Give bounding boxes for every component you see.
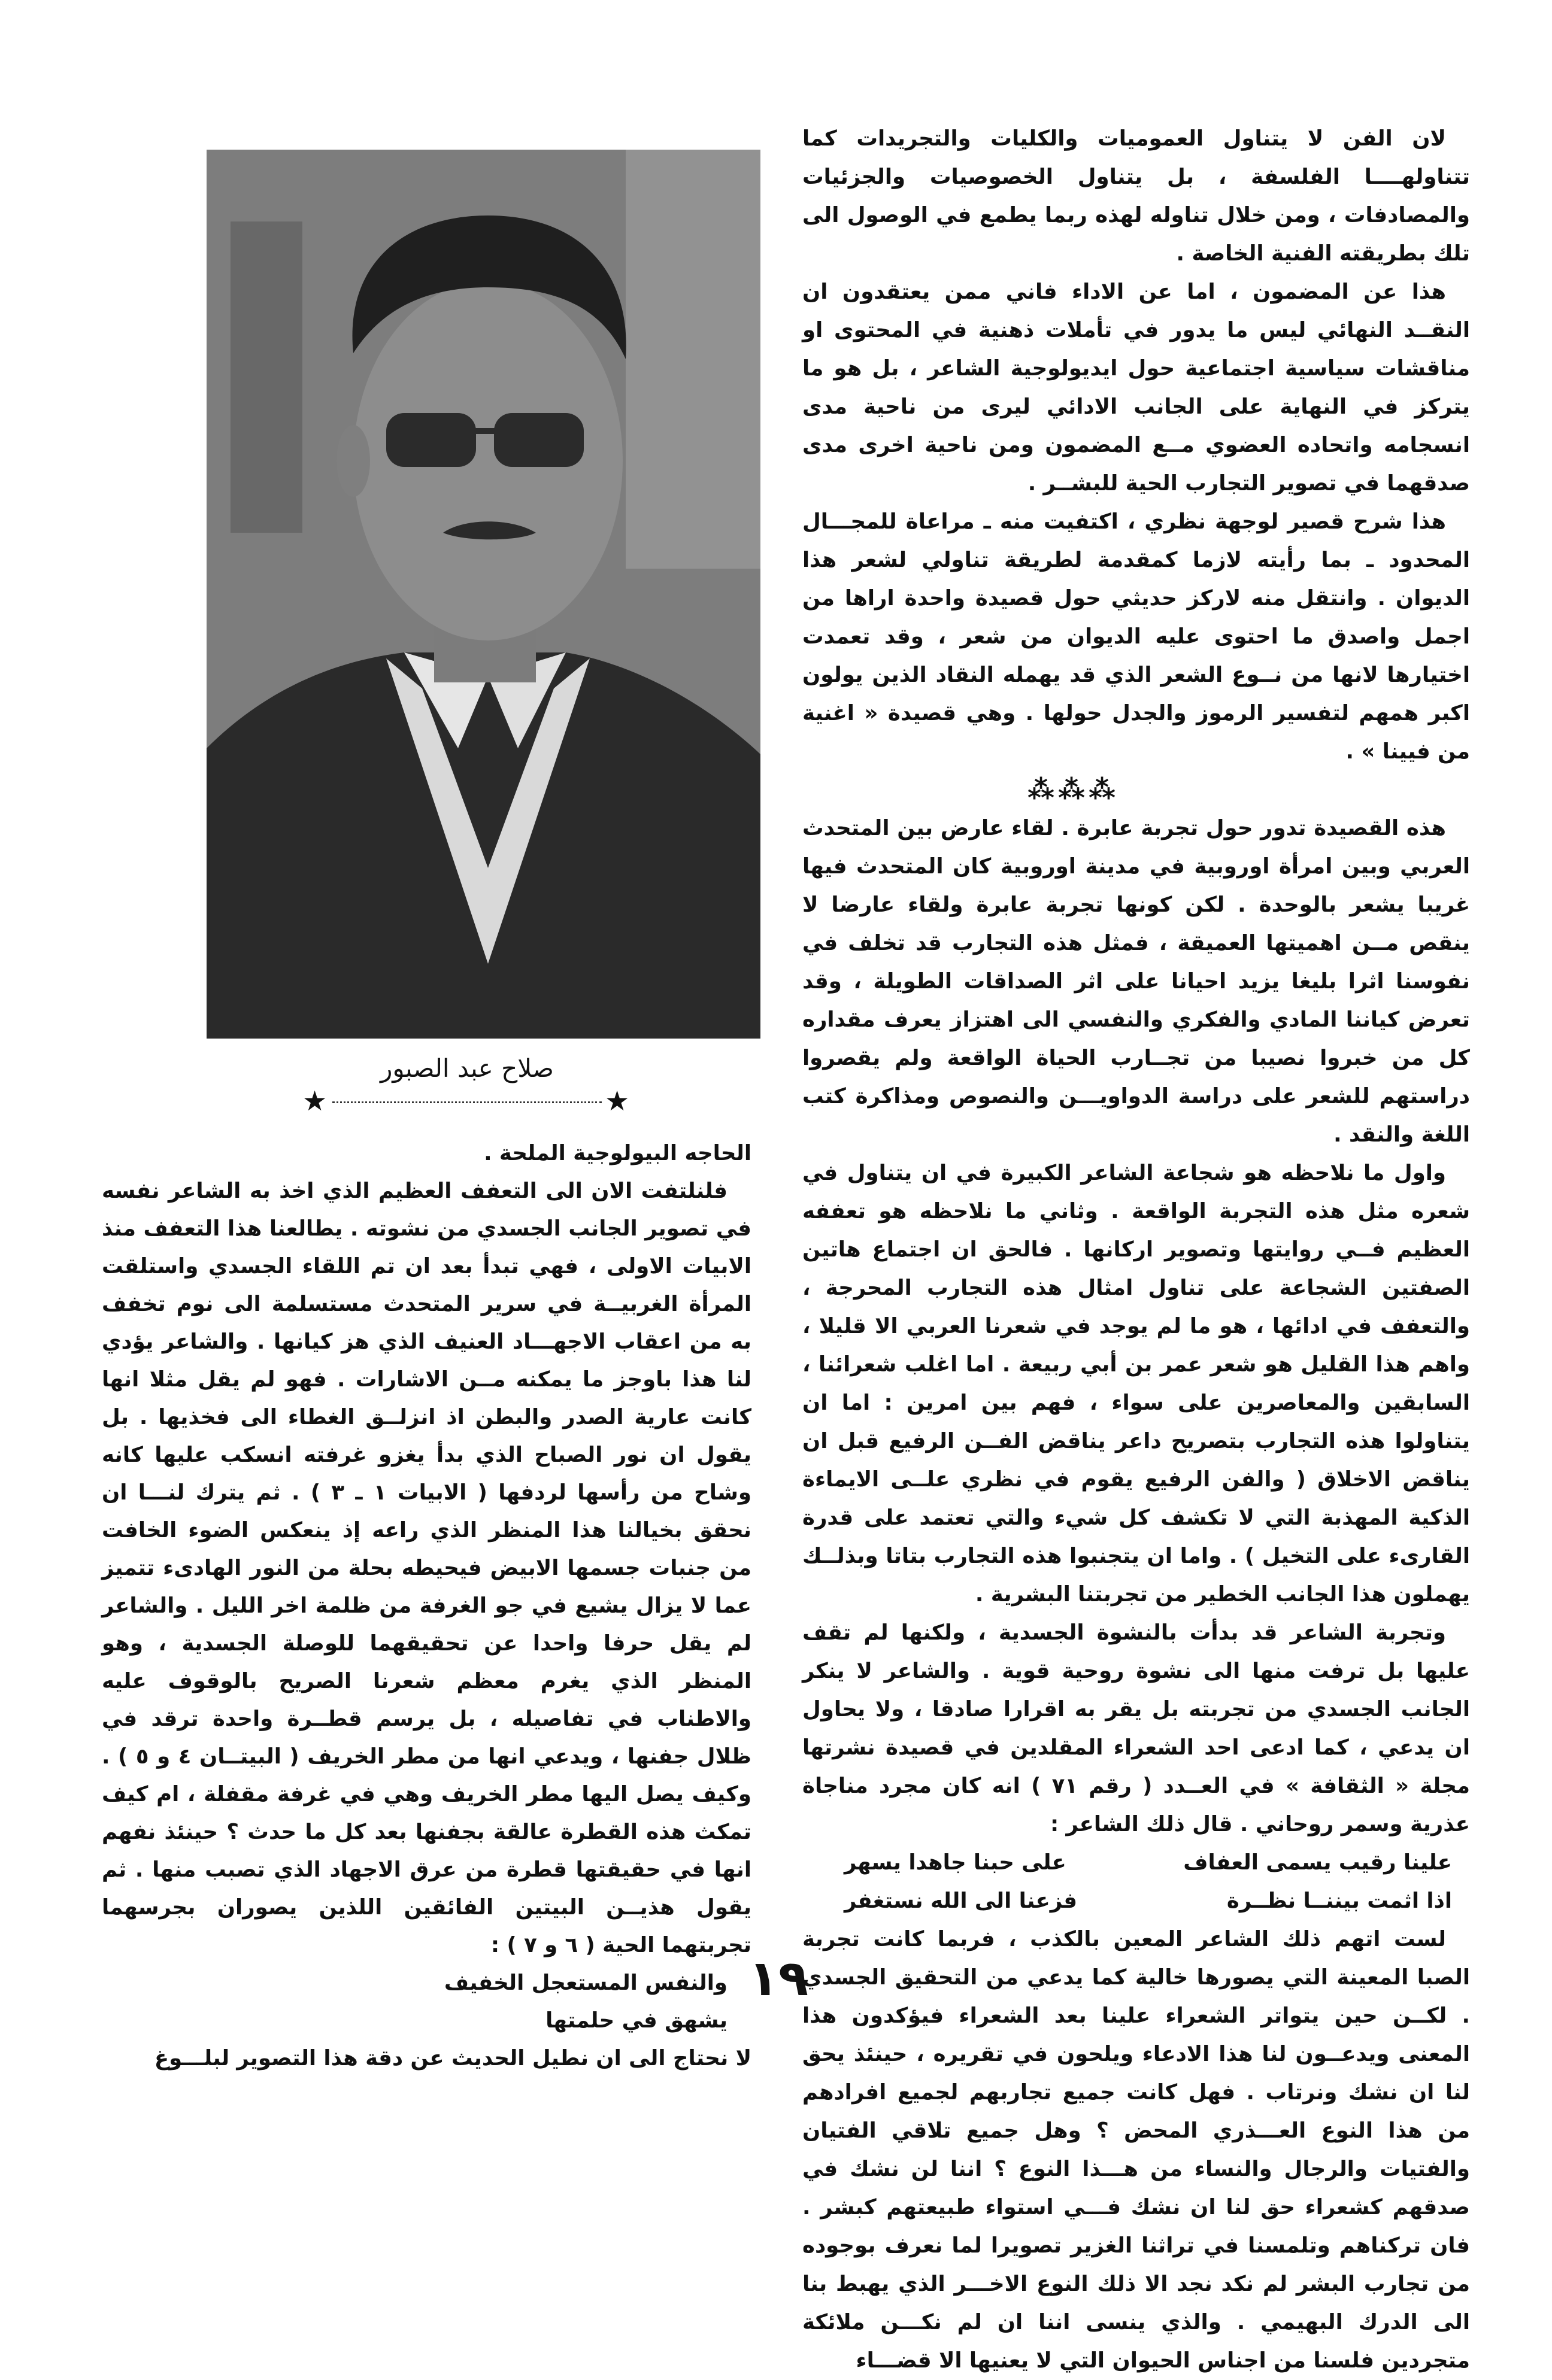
author-portrait-photo	[207, 150, 760, 1039]
caption-dotted-rule	[332, 1101, 602, 1103]
paragraph: لست اتهم ذلك الشاعر المعين بالكذب ، فربما كانت تجربة الصبا المعينة التي يصورها خالية كما يدعي من التحقيق الجسدي . لكــن حين يتواتر الشعراء علينا بعد الشعراء فيؤكدون هذا المعنى ويدعــون لنا هذا الادعاء ويلحون في تقريره ، حينئذ يحق لنا ان نشك ونرتاب . فهل كانت جميع تجاربهم لجميع افرادهم من هذا النوع العـــذري المحض ؟ وهل جميع تلاقي الفتيان والفتيات والرجال والنساء من هـــذا النوع ؟ اننا لن نشك في صدقهم كشعراء حق لنا ان نشك فـــي استواء طبيعتهم كبشر . فان تركناهم وتلمسنا في تراثنا الغزير تصويرا لما نعرف بوجوده من تجارب البشر لم نكد نجد الا ذلك النوع الاخـــر الذي يهبط بنا الى الدرك البهيمي . والذي ينسى اننا ان لم نكـــن ملائكة متجردين فلسنا من اجناس الحيوان التي لا يعنيها الا قضـــاء	[802, 1927, 1470, 2373]
portrait-illustration	[207, 150, 760, 1039]
verse-first-hemistich: اذا اثمت بيننــا نظــرة	[1226, 1889, 1452, 1913]
star-icon: ★	[605, 1085, 630, 1117]
quoted-poem-line: يشهق في حلمتها	[545, 2008, 728, 2033]
verse-second-hemistich: فزعنا الى الله نستغفر	[844, 1889, 1078, 1913]
verse-line	[802, 1844, 1470, 1882]
verse-line	[802, 1882, 1470, 1920]
paragraph: لا نحتاج الى ان نطيل الحديث عن دقة هذا التصوير لبلـــوغ	[154, 2046, 751, 2071]
quoted-poem-line: والنفس المستعجل الخفيف	[444, 1971, 728, 1995]
article-right-column	[802, 120, 1470, 2373]
verse-first-hemistich: علينا رقيب يسمى العفاف	[1183, 1850, 1452, 1875]
paragraph: هذا شرح قصير لوجهة نظري ، اكتفيت منه ـ مراعاة للمجـــال المحدود ـ بما رأيته لازما كمقدمة لطريقة تناولي لشعر هذا الديوان . وانتقل منه لاركز حديثي حول قصيدة واحدة اراها من اجمل واصدق ما احتوى عليه الديوان من شعر ، وقد تعمدت اختيارها لانها من نــوع الشعر الذي قد يهمله النقاد الذين يولون اكبر همهم لتفسير الرموز والجدل حولها . وهي قصيدة « اغنية من فيينا » .	[802, 509, 1470, 764]
paragraph: واول ما نلاحظه هو شجاعة الشاعر الكبيرة في ان يتناول في شعره مثل هذه التجربة الواقعة . وثاني ما نلاحظه هو تعففه العظيم فــي روايتها وتصوير اركانها . فالحق ان اجتماع هاتين الصفتين الشجاعة على تناول امثال هذه التجارب المحرجة ، والتعفف في ادائها ، هو ما لم يوجد في شعرنا العربي الا قليلا ، واهم هذا القليل هو شعر عمر بن أبي ربيعة . اما اغلب شعرائنا ، السابقين والمعاصرين على سواء ، فهم بين امرين : اما ان يتناولوا هذه التجارب بتصريح داعر يناقض الفــن الرفيع قبل ان يناقض الاخلاق ( والفن الرفيع يقوم في نظري علــى الايماءة الذكية المهذبة التي لا تكشف كل شيء والتي تعتمد على قدرة القارىء على التخيل ) . واما ان يتجنبوا هذه التجارب بتاتا وبذلــك يهملون هذا الجانب الخطير من تجربتنا البشرية .	[802, 1161, 1470, 1607]
paragraph: وتجربة الشاعر قد بدأت بالنشوة الجسدية ، ولكنها لم تقف عليها بل ترفت منها الى نشوة روحية قوية . والشاعر لا ينكر الجانب الجسدي من تجربته بل يقر به اقرارا صادقا ، ولا يحاول ان يدعي ، كما ادعى احد الشعراء المقلدين في قصيدة نشرتها مجلة « الثقافة » في العــدد ( رقم ٧١ ) انه كان مجرد مناجاة عذرية وسمر روحاني . قال ذلك الشاعر :	[802, 1620, 1470, 1836]
article-left-column	[102, 1134, 752, 2071]
star-icon: ★	[302, 1085, 328, 1117]
paragraph: فلنلتفت الان الى التعفف العظيم الذي اخذ به الشاعر نفسه في تصوير الجانب الجسدي من نشوته . يطالعنا هذا التعفف منذ الابيات الاولى ، فهي تبدأ بعد ان تم اللقاء الجسدي واستلقت المرأة الغربيــة في سرير المتحدث مستسلمة الى نوم تخفف به من اعقاب الاجهـــاد العنيف الذي هز كيانها . والشاعر يؤدي لنا هذا باوجز ما يمكنه مــن الاشارات . فهو لم يقل مثلا انها كانت عارية الصدر والبطن اذ انزلــق الغطاء الى فخذيها . بل يقول ان نور الصباح الذي بدأ يغزو غرفته انسكب عليها كانه وشاح من رأسها لردفها ( الابيات ١ ـ ٣ ) . ثم يترك لنـــا ان نحقق بخيالنا هذا المنظر الذي راعه إذ ينعكس الضوء الخافت من جنبات جسمها الابيض فيحيطه بحلة من النور الهادىء تتميز عما لا يزال يشيع في جو الغرفة من ظلمة اخر الليل . والشاعر لم يقل حرفا واحدا عن تحقيقهما للوصلة الجسدية ، وهو المنظر الذي يغرم معظم شعرنا الصريح بالوقوف عليه والاطناب في تفاصيله ، بل يرسم قطــرة واحدة ترقد في ظلال جفنها ، ويدعي انها من مطر الخريف ( البيتــان ٤ و ٥ ) . وكيف يصل اليها مطر الخريف وهي في غرفة مقفلة ، ام كيف تمكث هذه القطرة عالقة بجفنها بعد كل ما حدث ؟ حينئذ نفهم انها في حقيقتها قطرة من عرق الاجهاد الذي تصبب منها . ثم يقول هذيــن البيتين الفائقين اللذين يصوران بجرسهما تجربتهما الحية ( ٦ و ٧ ) :	[102, 1179, 752, 1957]
paragraph: الحاجه البيولوجية الملحة .	[484, 1141, 751, 1165]
paragraph: لان الفن لا يتناول العموميات والكليات والتجريدات كما تتناولهــــا الفلسفة ، بل يتناول الخصوصيات والجزئيات والمصادفات ، ومن خلال تناوله لهذه ربما يطمع في الوصول الى تلك بطريقته الفنية الخاصة .	[802, 126, 1470, 266]
paragraph: هذا عن المضمون ، اما عن الاداء فاني ممن يعتقدون ان النقــد النهائي ليس ما يدور في تأملات ذهنية في المحتوى او مناقشات سياسية اجتماعية حول ايديولوجية الشاعر ، بل هو ما يتركز في النهاية على الجانب الادائي ليرى من ناحية مدى انسجامه واتحاده العضوي مــع المضمون ومن ناحية اخرى مدى صدقهما في تصوير التجارب الحية للبشــر .	[802, 280, 1470, 496]
page-number: ١٩	[748, 1950, 809, 2007]
photo-caption: صلاح عبد الصبور	[380, 1054, 554, 1083]
section-ornament: ⁂⁂⁂	[1027, 775, 1120, 805]
paragraph: هذه القصيدة تدور حول تجربة عابرة . لقاء عارض بين المتحدث العربي وبين امرأة اوروبية في مدينة اوروبية كان المتحدث فيها غريبا يشعر بالوحدة . لكن كونها تجربة عابرة ولقاء عارضا لا ينقص مــن اهميتها العميقة ، فمثل هذه التجارب قد تخلف في نفوسنا اثرا بليغا يزيد احيانا على اثر الصداقات الطويلة ، وقد تعرض كياننا المادي والفكري والنفسي الى اهتزاز يعرف مقداره كل من خبروا نصيبا من تجــارب الحياة الواقعة ولم يقصروا دراستهم للشعر على دراسة الدواويـــن والنصوص ومذاكرة كتب اللغة والنقد .	[802, 816, 1470, 1147]
verse-second-hemistich: على حبنا جاهدا يسهر	[844, 1850, 1066, 1875]
